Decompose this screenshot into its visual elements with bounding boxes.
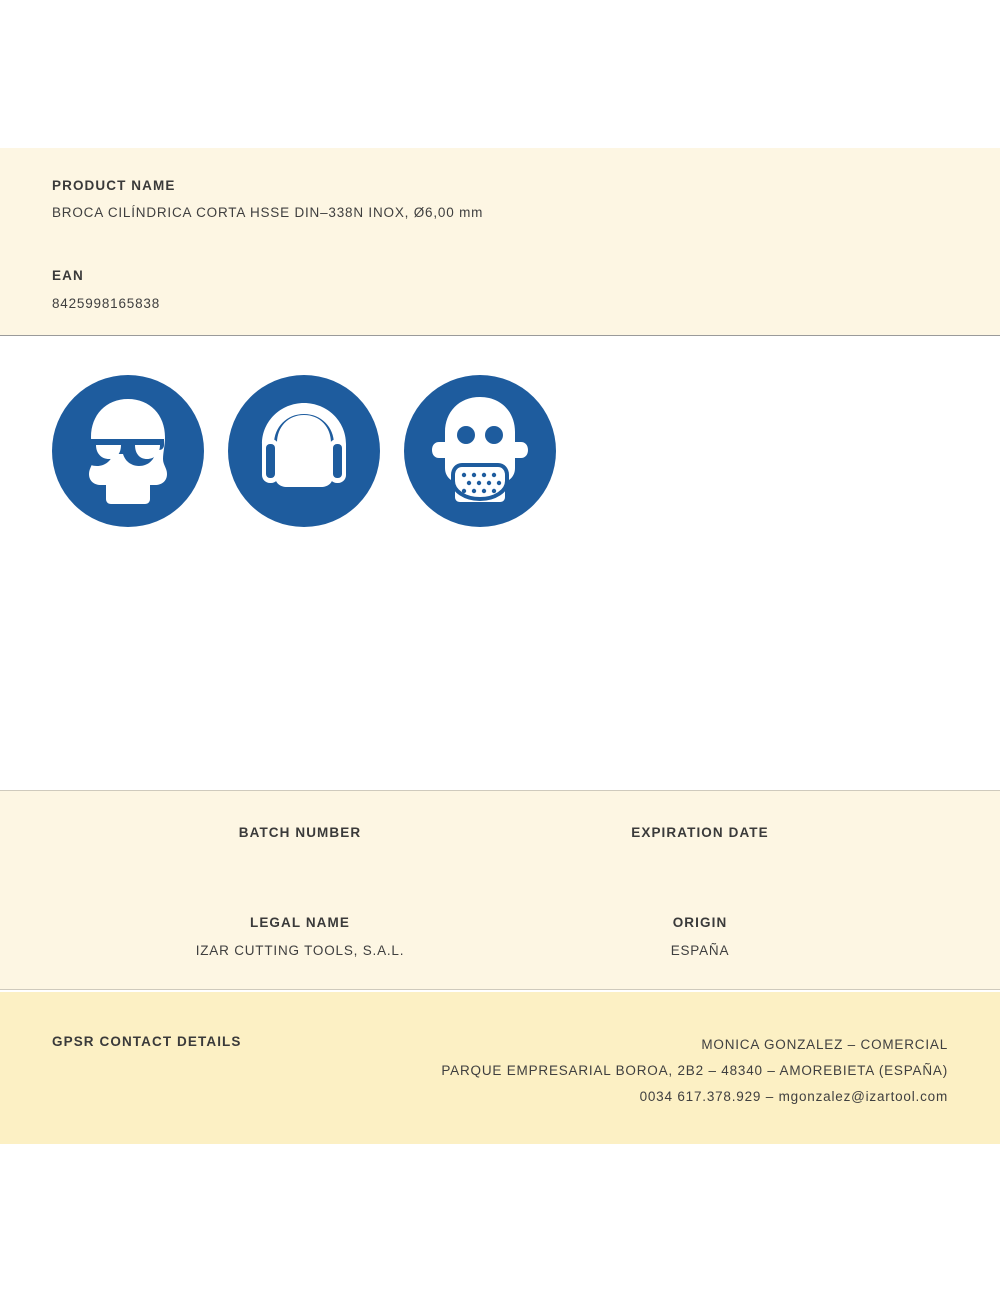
gpsr-contact-person: MONICA GONZALEZ – COMERCIAL xyxy=(701,1037,948,1052)
gpsr-contact-address: PARQUE EMPRESARIAL BOROA, 2B2 – 48340 – AMOREBIETA (ESPAÑA) xyxy=(441,1063,948,1078)
respiratory-protection-icon xyxy=(404,375,556,527)
batch-number-label: BATCH NUMBER xyxy=(238,825,362,840)
safety-pictograms xyxy=(52,375,556,527)
ear-protection-icon xyxy=(228,375,380,527)
gpsr-contact-details xyxy=(441,1032,948,1110)
legal-name-label: LEGAL NAME xyxy=(249,915,350,930)
origin-label: ORIGIN xyxy=(672,915,728,930)
legal-name-value: IZAR CUTTING TOOLS, S.A.L. xyxy=(195,943,405,958)
expiration-date-label: EXPIRATION DATE xyxy=(631,825,769,840)
gpsr-contact-band xyxy=(0,992,1000,1144)
product-info-band xyxy=(0,148,1000,336)
product-name-label: PRODUCT NAME xyxy=(52,178,176,193)
gpsr-contact-phone-email: 0034 617.378.929 – mgonzalez@izartool.com xyxy=(639,1089,948,1104)
eye-protection-icon xyxy=(52,375,204,527)
gpsr-contact-label: GPSR CONTACT DETAILS xyxy=(52,1034,242,1049)
ean-label: EAN xyxy=(52,268,84,283)
traceability-band xyxy=(0,790,1000,990)
product-name-value: BROCA CILÍNDRICA CORTA HSSE DIN–338N INOX, Ø6,00 mm xyxy=(52,205,484,220)
origin-value: ESPAÑA xyxy=(670,943,730,958)
ean-value: 8425998165838 xyxy=(52,296,161,311)
